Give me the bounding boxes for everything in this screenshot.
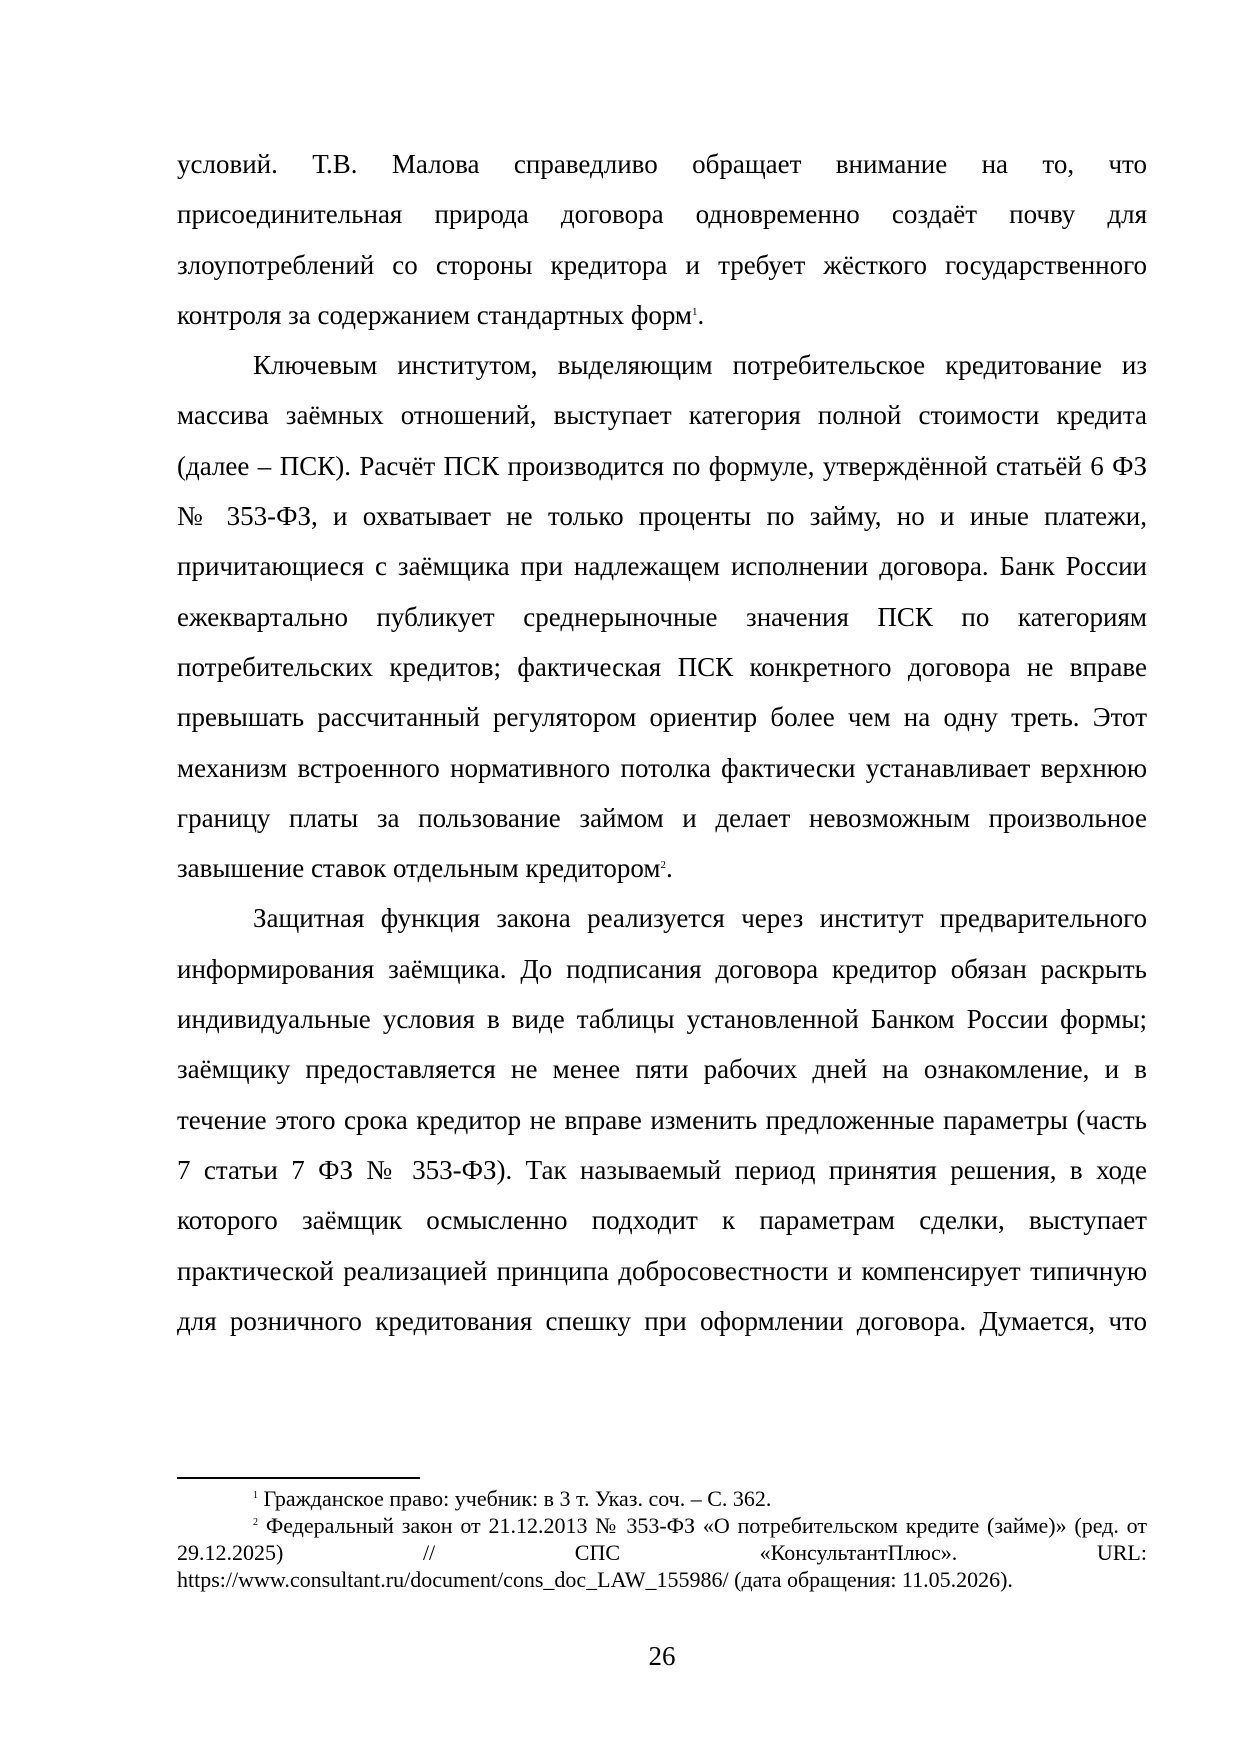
paragraph-end: . <box>665 853 673 884</box>
paragraph-text: Защитная функция закона реализуется через институт предварительного информирования заёмщика. До подписания договора кредитор обязан раскрыть индивидуальные условия в виде таблицы установленной Банком России формы; заёмщику предоставляется не менее пяти рабочих дней на ознакомление, и в течение этого срока кредитор не вправе изменить предложенные параметры (часть 7 статьи 7 ФЗ № 353-ФЗ). Так называемый период принятия решения, в ходе которого заёмщик осмысленно подходит к параметрам сделки, выступает практической реализацией принципа добросовестности и компенсирует типичную для розничного кредитования спешку при оформлении договора. Думается, что <box>177 903 1147 1336</box>
footnote-separator <box>177 1477 420 1479</box>
body-text <box>177 139 1147 1346</box>
paragraph-text: условий. Т.В. Малова справедливо обращает внимание на то, что присоединительная природа договора одновременно создаёт почву для злоупотреблений со стороны кредитора и требует жёсткого государственного контроля за содержанием стандартных форм <box>177 149 1147 330</box>
paragraph <box>177 893 1147 1346</box>
footnotes <box>177 1485 1147 1593</box>
footnote-number: 1 <box>253 1490 258 1501</box>
paragraph-continued <box>177 139 1147 340</box>
footnote-number: 2 <box>253 1517 258 1528</box>
page-number: 26 <box>648 1641 676 1671</box>
footnote-text: Гражданское право: учебник: в 3 т. Указ. соч. – С. 362. <box>263 1486 772 1511</box>
footnote <box>177 1512 1147 1593</box>
footnote-reference[interactable]: 1 <box>692 305 698 318</box>
footnote-text: Федеральный закон от 21.12.2013 № 353-ФЗ «О потребительском кредите (займе)» (ред. от 29.12.2025) // СПС «КонсультантПлюс». URL: https://www.consultant.ru/document/cons_doc_LAW_155986/ (дата обращения: 11.05.2026). <box>177 1513 1147 1592</box>
paragraph-end: . <box>697 299 705 330</box>
footnote-reference[interactable]: 2 <box>660 859 666 872</box>
footnote <box>177 1485 1147 1512</box>
paragraph-text: Ключевым институтом, выделяющим потребительское кредитование из массива заёмных отношений, выступает категория полной стоимости кредита (далее – ПСК). Расчёт ПСК производится по формуле, утверждённой статьёй 6 ФЗ № 353-ФЗ, и охватывает не только проценты по займу, но и иные платежи, причитающиеся с заёмщика при надлежащем исполнении договора. Банк России ежеквартально публикует среднерыночные значения ПСК по категориям потребительских кредитов; фактическая ПСК конкретного договора не вправе превышать рассчитанный регулятором ориентир более чем на одну треть. Этот механизм встроенного нормативного потолка фактически устанавливает верхнюю границу платы за пользование займом и делает невозможным произвольное завышение ставок отдельным кредитором <box>177 350 1147 884</box>
paragraph <box>177 340 1147 893</box>
